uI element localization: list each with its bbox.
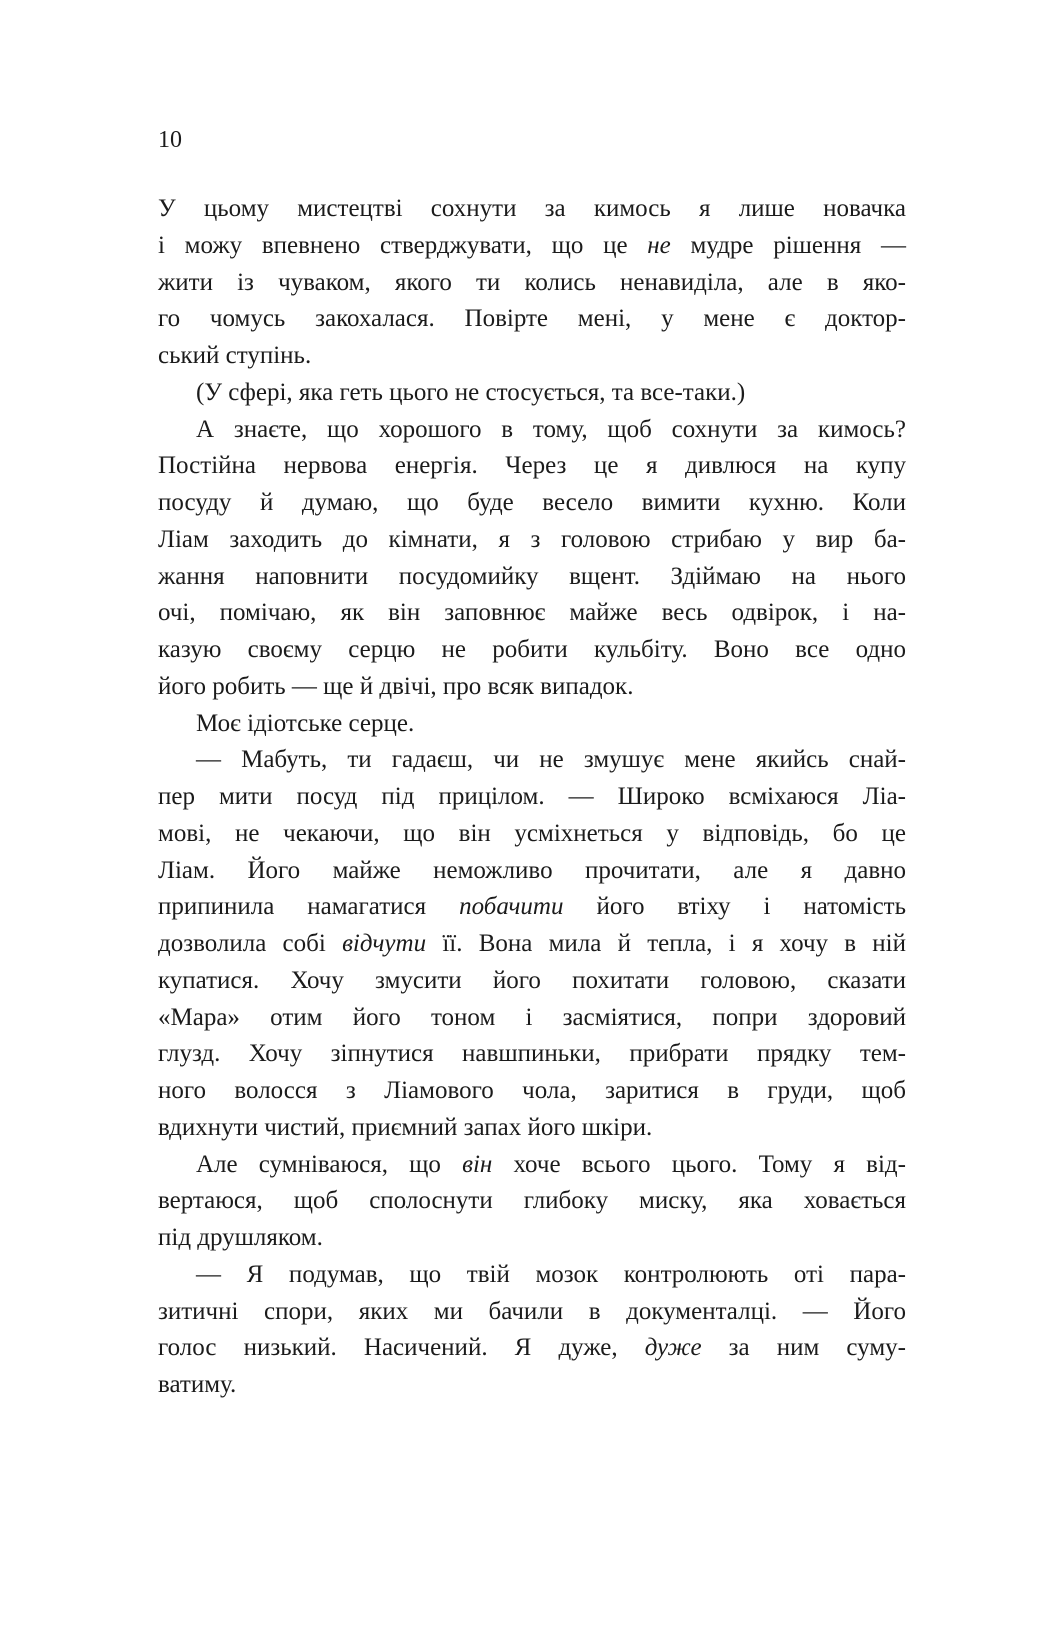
text-segment: купатися. Хочу змусити його похитати головою, сказати bbox=[158, 966, 906, 994]
text-segment: — Я подумав, що твій мозок контролюють оті пара- bbox=[196, 1260, 906, 1288]
text-line bbox=[158, 1147, 906, 1184]
text-segment-italic: дуже bbox=[644, 1334, 702, 1362]
text-segment: казую своєму серцю не робити кульбіту. Воно все одно bbox=[158, 636, 906, 663]
text-line bbox=[158, 228, 906, 265]
text-segment: хоче всього цього. Тому я від- bbox=[492, 1150, 906, 1178]
text-line bbox=[158, 779, 906, 816]
text-segment: Ліам. Його майже неможливо прочитати, але я давно bbox=[158, 856, 906, 884]
text-line bbox=[158, 1110, 906, 1147]
text-segment: під друшляком. bbox=[158, 1224, 323, 1251]
text-segment: вдихнути чистий, приємний запах його шкіри. bbox=[158, 1113, 653, 1141]
paragraph bbox=[158, 742, 906, 1146]
text-line bbox=[158, 1220, 906, 1257]
text-line bbox=[158, 375, 906, 412]
text-segment: голос низький. Насичений. Я дуже, bbox=[158, 1334, 645, 1362]
text-line bbox=[158, 1073, 906, 1110]
text-segment: (У сфері, яка геть цього не стосується, та все-таки.) bbox=[196, 378, 746, 406]
text-line bbox=[158, 1330, 906, 1367]
text-line bbox=[158, 1000, 906, 1037]
text-segment: жання наповнити посудомийку вщент. Здіймаю на нього bbox=[158, 562, 906, 590]
text-segment: А знаєте, що хорошого в тому, щоб сохнути за кимось? bbox=[196, 415, 906, 443]
text-line bbox=[158, 191, 906, 228]
paragraph bbox=[158, 1257, 906, 1404]
text-segment: ський ступінь. bbox=[158, 342, 312, 369]
text-segment-italic: не bbox=[647, 231, 671, 259]
text-segment: посуду й думаю, що буде весело вимити кухню. Коли bbox=[158, 489, 906, 516]
text-line bbox=[158, 706, 906, 743]
text-line bbox=[158, 963, 906, 1000]
text-segment: ного волосся з Ліамового чола, заритися в груди, щоб bbox=[158, 1077, 906, 1104]
text-segment: Але сумніваюся, що bbox=[196, 1150, 463, 1178]
text-segment: «Мара» отим його тоном і засміятися, попри здоровий bbox=[158, 1003, 906, 1031]
text-segment: дозволила собі bbox=[158, 930, 343, 957]
text-block bbox=[158, 191, 906, 1404]
text-segment: го чомусь закохалася. Повірте мені, у мене є доктор- bbox=[158, 305, 906, 333]
text-line bbox=[158, 816, 906, 853]
text-segment: Постійна нервова енергія. Через це я дивлюся на купу bbox=[158, 452, 906, 480]
paragraph bbox=[158, 375, 906, 412]
page-number: 10 bbox=[158, 127, 182, 153]
text-segment-italic: побачити bbox=[459, 893, 564, 921]
paragraph bbox=[158, 1147, 906, 1257]
text-line bbox=[158, 338, 906, 375]
text-line bbox=[158, 522, 906, 559]
text-line bbox=[158, 448, 906, 485]
text-segment-italic: він bbox=[462, 1150, 493, 1178]
text-line bbox=[158, 1367, 906, 1404]
text-line bbox=[158, 559, 906, 596]
text-segment: Ліам заходить до кімнати, я з головою стрибаю у вир ба- bbox=[158, 525, 906, 553]
text-segment: його втіху і натомість bbox=[563, 893, 906, 921]
text-line bbox=[158, 742, 906, 779]
text-line bbox=[158, 1036, 906, 1073]
text-segment: У цьому мистецтві сохнути за кимось я лише новачка bbox=[158, 195, 906, 222]
text-line bbox=[158, 1294, 906, 1331]
text-segment: мові, не чекаючи, що він усміхнеться у відповідь, бо це bbox=[158, 819, 906, 847]
text-line bbox=[158, 595, 906, 632]
text-line bbox=[158, 632, 906, 669]
text-line bbox=[158, 1183, 906, 1220]
text-segment: зитичні спори, яких ми бачили в документалці. — Його bbox=[158, 1297, 906, 1325]
text-line bbox=[158, 853, 906, 890]
text-line bbox=[158, 265, 906, 302]
text-segment: вертаюся, щоб сполоснути глибоку миску, яка ховається bbox=[158, 1187, 906, 1215]
text-segment: очі, помічаю, як він заповнює майже весь одвірок, і на- bbox=[158, 599, 906, 627]
text-segment: і можу впевнено стверджувати, що це bbox=[158, 231, 648, 259]
text-line bbox=[158, 1257, 906, 1294]
text-segment: глузд. Хочу зіпнутися навшпиньки, прибрати прядку тем- bbox=[158, 1040, 906, 1068]
text-segment-italic: відчути bbox=[342, 930, 427, 957]
text-segment: її. Вона мила й тепла, і я хочу в ній bbox=[426, 930, 907, 957]
text-line bbox=[158, 669, 906, 706]
text-segment: його робить — ще й двічі, про всяк випадок. bbox=[158, 672, 634, 700]
text-line bbox=[158, 889, 906, 926]
text-line bbox=[158, 412, 906, 449]
text-segment: мудре рішення — bbox=[670, 231, 906, 259]
paragraph bbox=[158, 706, 906, 743]
text-segment: Моє ідіотське серце. bbox=[196, 709, 415, 737]
text-segment: пер мити посуд під прицілом. — Широко всміхаюся Ліа- bbox=[158, 783, 906, 810]
paragraph bbox=[158, 412, 906, 706]
text-line bbox=[158, 485, 906, 522]
text-segment: припинила намагатися bbox=[158, 893, 460, 921]
text-segment: ватиму. bbox=[158, 1371, 237, 1398]
text-line bbox=[158, 301, 906, 338]
text-segment: за ним суму- bbox=[701, 1334, 906, 1362]
text-segment: жити із чуваком, якого ти колись ненавиділа, але в яко- bbox=[158, 268, 906, 296]
paragraph bbox=[158, 191, 906, 375]
text-line bbox=[158, 926, 906, 963]
text-segment: — Мабуть, ти гадаєш, чи не змушує мене якийсь снай- bbox=[196, 746, 906, 774]
